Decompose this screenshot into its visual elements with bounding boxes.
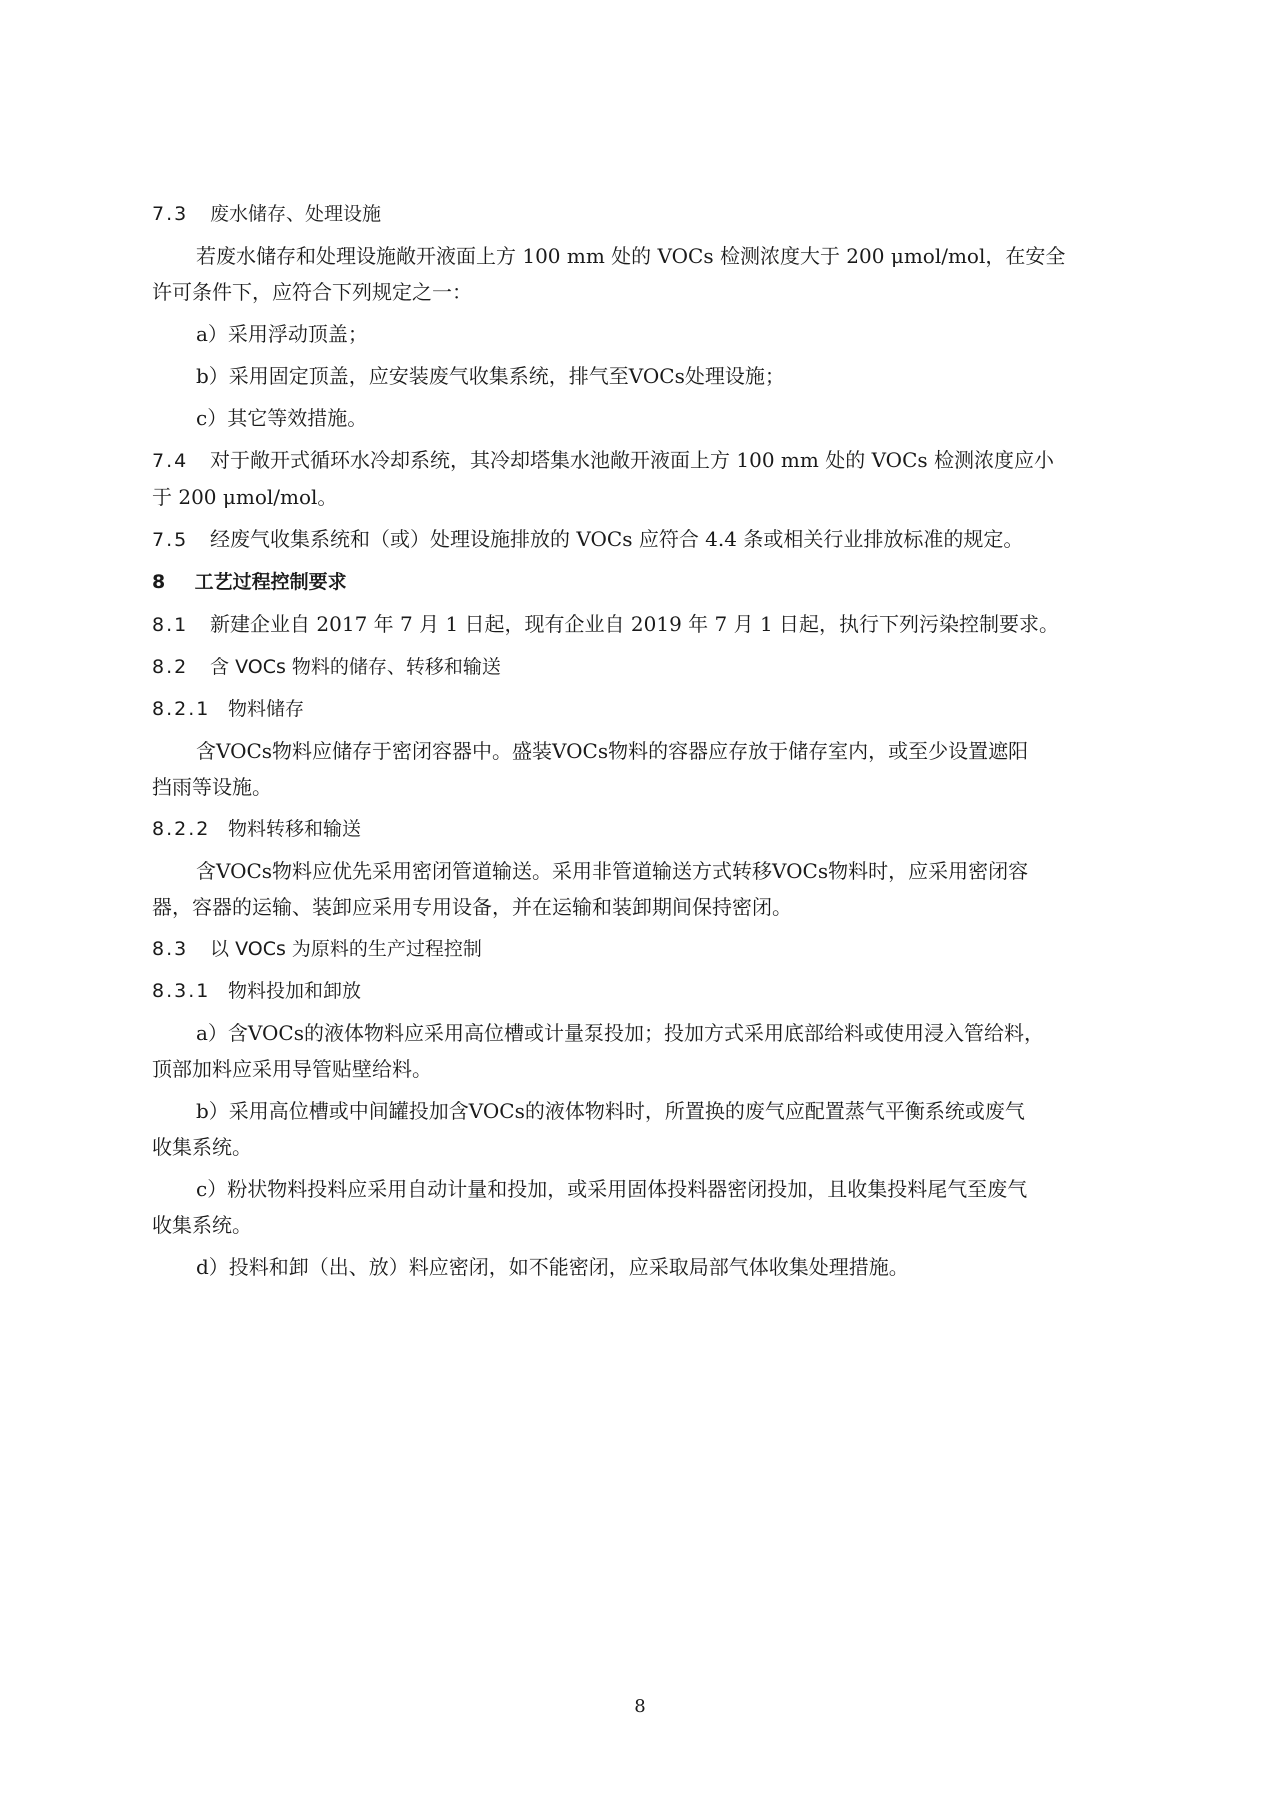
section-title: 含 VOCs 物料的储存、转移和输送 xyxy=(210,656,501,678)
section-title: 物料投加和卸放 xyxy=(228,980,362,1002)
section-number: 8.3.1 xyxy=(152,980,211,1002)
list-item-text: a）采用浮动顶盖； xyxy=(196,322,368,346)
section-text-continued: 于 200 μmol/mol。 xyxy=(152,485,338,509)
list-item-d xyxy=(152,1249,1132,1285)
list-item-line: 收集系统。 xyxy=(152,1213,252,1237)
section-title: 物料转移和输送 xyxy=(228,818,362,840)
list-item-text: b）采用固定顶盖，应安装废气收集系统，排气至VOCs处理设施； xyxy=(196,364,785,388)
section-number: 8.2.1 xyxy=(152,698,211,720)
list-item-line: a）含VOCs的液体物料应采用高位槽或计量泵投加；投加方式采用底部给料或使用浸入管给料， xyxy=(196,1021,1044,1045)
section-title: 废水储存、处理设施 xyxy=(210,203,382,225)
section-number: 8.3 xyxy=(152,938,189,960)
list-item-b xyxy=(152,1093,1132,1165)
section-title: 以 VOCs 为原料的生产过程控制 xyxy=(210,938,482,960)
list-item-c xyxy=(152,400,1132,436)
section-7-3-heading xyxy=(152,196,1132,232)
section-8-2-2-paragraph xyxy=(152,853,1132,925)
chapter-number: 8 xyxy=(152,571,166,593)
list-item-line: b）采用高位槽或中间罐投加含VOCs的液体物料时，所置换的废气应配置蒸气平衡系统或废气 xyxy=(196,1099,1025,1123)
paragraph-line: 挡雨等设施。 xyxy=(152,775,272,799)
list-item-line: 收集系统。 xyxy=(152,1135,252,1159)
list-item-a xyxy=(152,1015,1132,1087)
paragraph-line: 含VOCs物料应储存于密闭容器中。盛装VOCs物料的容器应存放于储存室内，或至少设置遮阳 xyxy=(196,739,1029,763)
page-body xyxy=(152,190,1132,1285)
section-8-2-1-heading xyxy=(152,691,1132,727)
section-title: 物料储存 xyxy=(228,698,305,720)
section-number: 7.4 xyxy=(152,450,189,472)
list-item-b xyxy=(152,358,1132,394)
section-number: 8.2 xyxy=(152,656,189,678)
section-text: 新建企业自 2017 年 7 月 1 日起，现有企业自 2019 年 7 月 1 日起，执行下列污染控制要求。 xyxy=(210,612,1060,636)
list-item-text: c）其它等效措施。 xyxy=(196,406,368,430)
section-number: 7.5 xyxy=(152,529,189,551)
chapter-8-heading xyxy=(152,564,1132,600)
section-8-1 xyxy=(152,606,1132,643)
paragraph-line: 许可条件下，应符合下列规定之一： xyxy=(152,280,472,304)
section-text: 对于敞开式循环水冷却系统，其冷却塔集水池敞开液面上方 100 mm 处的 VOCs 检测浓度应小 xyxy=(210,448,1054,472)
section-8-2-2-heading xyxy=(152,811,1132,847)
section-8-2-heading xyxy=(152,649,1132,685)
paragraph-line: 含VOCs物料应优先采用密闭管道输送。采用非管道输送方式转移VOCs物料时，应采用密闭容 xyxy=(196,859,1029,883)
section-8-3-heading xyxy=(152,931,1132,967)
section-8-3-1-heading xyxy=(152,973,1132,1009)
list-item-line: d）投料和卸（出、放）料应密闭，如不能密闭，应采取局部气体收集处理措施。 xyxy=(196,1255,909,1279)
list-item-a xyxy=(152,316,1132,352)
paragraph-line: 器，容器的运输、装卸应采用专用设备，并在运输和装卸期间保持密闭。 xyxy=(152,895,792,919)
page-number: 8 xyxy=(634,1696,646,1717)
list-item-c xyxy=(152,1171,1132,1243)
section-number: 7.3 xyxy=(152,203,189,225)
list-item-line: c）粉状物料投料应采用自动计量和投加，或采用固体投料器密闭投加，且收集投料尾气至废气 xyxy=(196,1177,1028,1201)
list-item-line: 顶部加料应采用导管贴壁给料。 xyxy=(152,1057,432,1081)
section-number: 8.1 xyxy=(152,614,189,636)
section-7-3-paragraph xyxy=(152,238,1132,310)
section-7-5 xyxy=(152,521,1132,558)
chapter-title: 工艺过程控制要求 xyxy=(194,571,347,593)
section-8-2-1-paragraph xyxy=(152,733,1132,805)
section-7-4 xyxy=(152,442,1132,515)
paragraph-line: 若废水储存和处理设施敞开液面上方 100 mm 处的 VOCs 检测浓度大于 200 μmol/mol，在安全 xyxy=(196,244,1066,268)
section-text: 经废气收集系统和（或）处理设施排放的 VOCs 应符合 4.4 条或相关行业排放标准的规定。 xyxy=(210,527,1024,551)
section-number: 8.2.2 xyxy=(152,818,211,840)
